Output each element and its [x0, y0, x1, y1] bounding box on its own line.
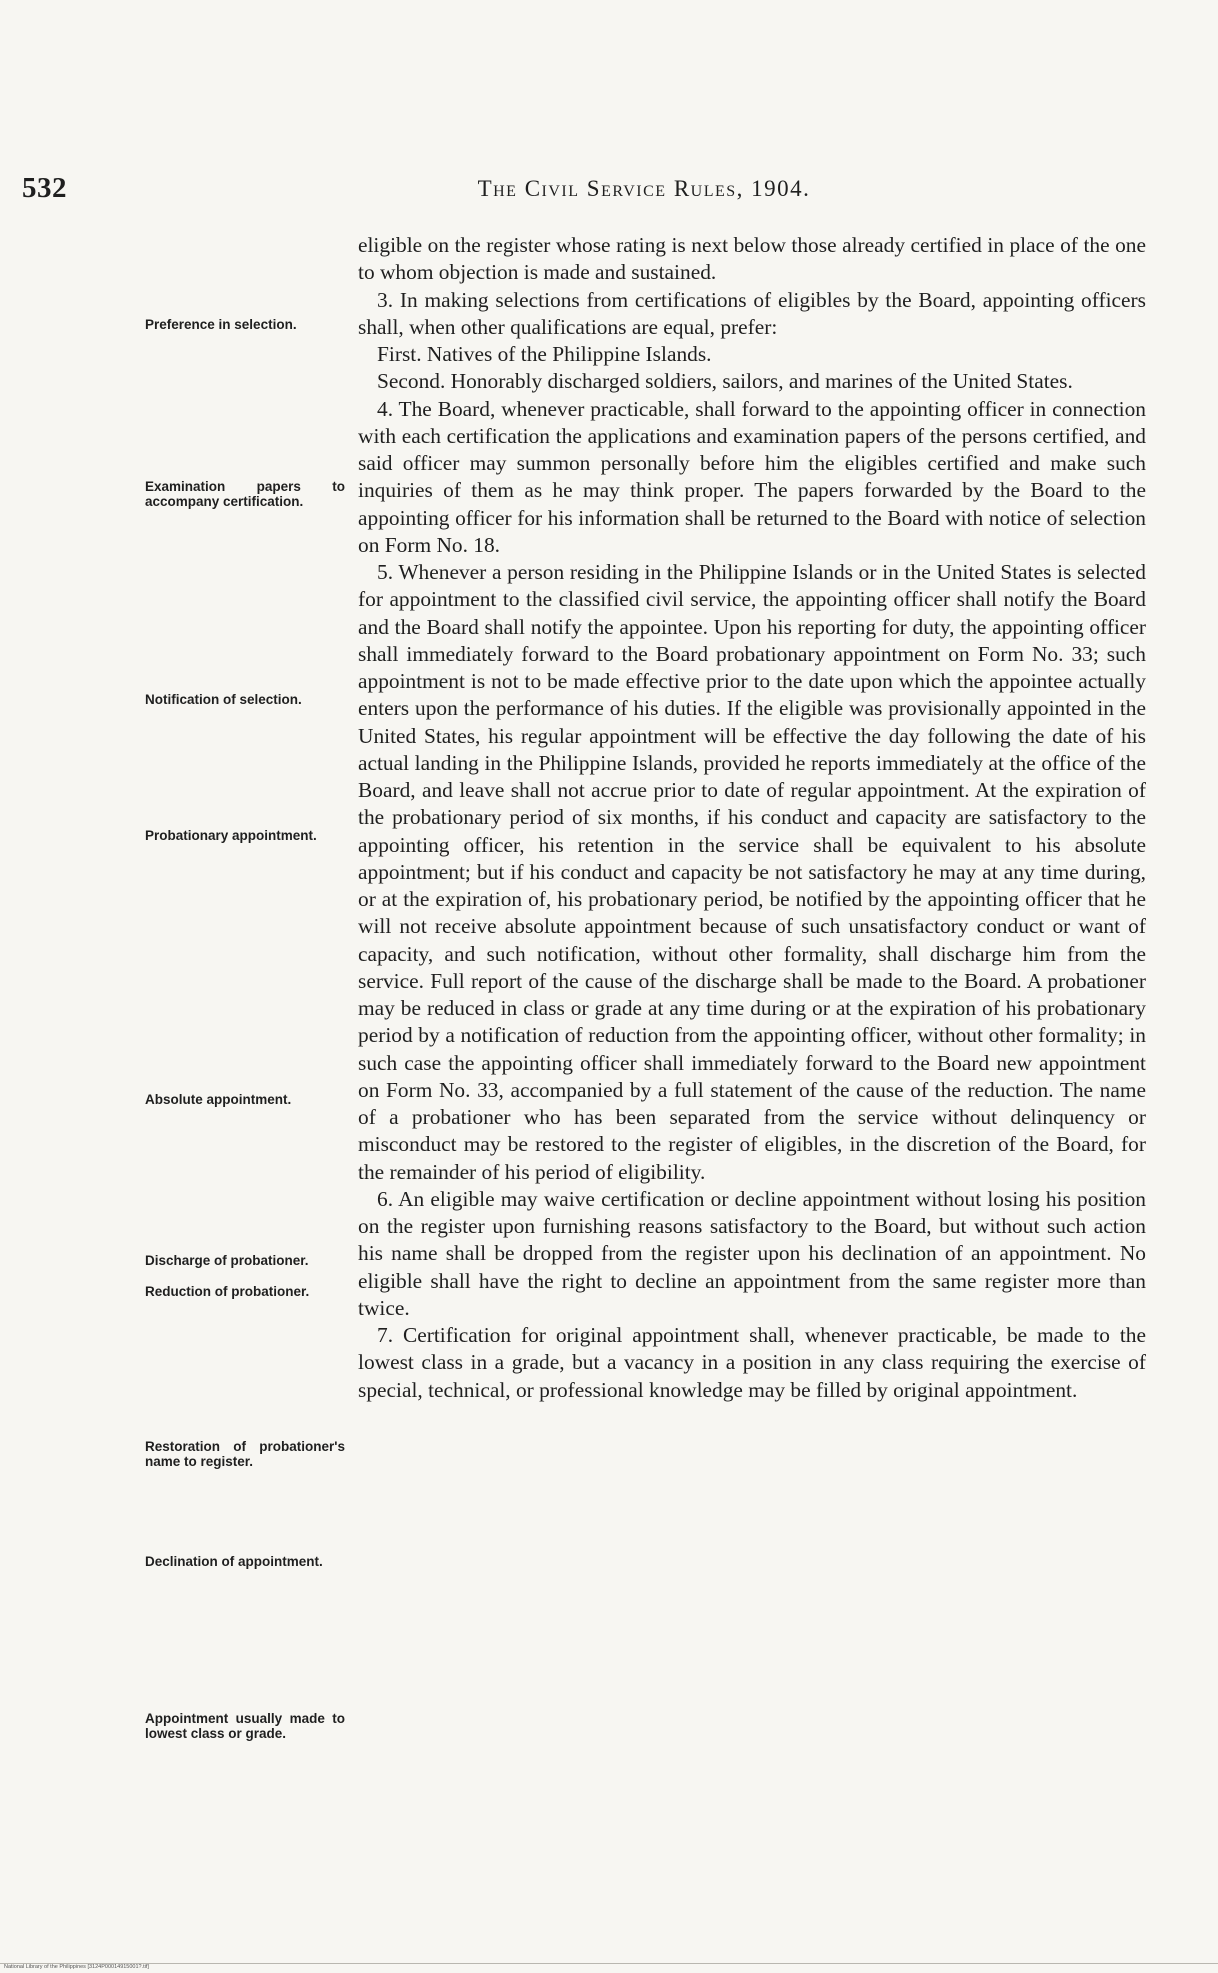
- page-number: 532: [22, 172, 67, 204]
- margin-note-lowest-class: Appointment usually made to lowest class or grade.: [145, 1711, 345, 1741]
- paragraph-rule-3: 3. In making selections from certifications of eligibles by the Board, appointing officers shall, when other qualifications are equal, prefer:: [358, 287, 1146, 339]
- margin-note-absolute: Absolute appointment.: [145, 1092, 292, 1107]
- paragraph-rule-7: 7. Certification for original appointment shall, whenever practicable, be made to the lowest class in a grade, but a vacancy in a position in any class requiring the exercise of special, technical, or professional knowledge may be filled by original appointment.: [358, 1323, 1146, 1402]
- paragraph-continuation: eligible on the register whose rating is next below those already certified in place of the one to whom objection is made and sustained.: [358, 233, 1146, 285]
- running-title-text: The Civil Service Rules, 1904.: [477, 176, 811, 201]
- paragraph-rule-5: 5. Whenever a person residing in the Philippine Islands or in the United States is selected for appointment to the classified civil service, the appointing officer shall notify the Board and the Board shall notify the appointee. Upon his reporting for duty, the appointing officer shall immediately forward to the Board probationary appointment on Form No. 33; such appointment is not to be made effective prior to the date upon which the appointee actually enters upon the performance of his duties. If the eligible was provisionally appointed in the United States, his regular appointment will be effective the day following the date of his actual landing in the Philippine Islands, provided he reports immediately at the office of the Board, and leave shall not accrue prior to date of regular appointment. At the expiration of the probationary period of six months, if his conduct and capacity are satisfactory to the appointing officer, his retention in the service shall be equivalent to his absolute appointment; but if his conduct and capacity be not satisfactory he may at any time during, or at the expiration of, his probationary period, be notified by the appointing officer that he will not receive absolute appointment because of such unsatisfactory conduct or want of capacity, and such notification, without other formality, shall discharge him from the service. Full report of the cause of the discharge shall be made to the Board. A probationer may be reduced in class or grade at any time during or at the expiration of his probationary period by a notification of reduction from the appointing officer, without other formality; in such case the appointing officer shall immediately forward to the Board new appointment on Form No. 33, accompanied by a full statement of the cause of the reduction. The name of a probationer who has been separated from the service without delinquency or misconduct may be restored to the register of eligibles, in the discretion of the Board, for the remainder of his period of eligibility.: [358, 560, 1146, 1184]
- paragraph-second-preference: Second. Honorably discharged soldiers, sailors, and marines of the United States.: [377, 369, 1073, 394]
- margin-note-restoration: Restoration of probationer's name to register.: [145, 1439, 345, 1469]
- body-text: [358, 232, 1146, 1404]
- margin-note-probationary: Probationary appointment.: [145, 828, 317, 843]
- margin-note-preference: Preference in selection.: [145, 317, 297, 332]
- margin-note-notification: Notification of selection.: [145, 692, 302, 707]
- margin-note-examination-papers: Examination papers to accompany certification.: [145, 479, 345, 509]
- margin-note-discharge: Discharge of probationer.: [145, 1253, 309, 1268]
- footer-scan-credit: National Library of the Philippines [3124P00014915001?.tif]: [4, 1964, 149, 1970]
- margin-note-declination: Declination of appointment.: [145, 1554, 323, 1569]
- paragraph-rule-6: 6. An eligible may waive certification or decline appointment without losing his position on the register upon furnishing reasons satisfactory to the Board, but without such action his name shall be dropped from the register upon his declination of an appointment. No eligible shall have the right to decline an appointment from the same register more than twice.: [358, 1186, 1146, 1320]
- footer-divider: [0, 1963, 1218, 1964]
- running-title: [0, 176, 1218, 202]
- margin-note-reduction: Reduction of probationer.: [145, 1284, 310, 1299]
- paragraph-first-preference: First. Natives of the Philippine Islands.: [377, 342, 712, 366]
- paragraph-rule-4: 4. The Board, whenever practicable, shall forward to the appointing officer in connection with each certification the applications and examination papers of the persons certified, and said officer may summon personally before him the eligibles certified and make such inquiries of them as he may think proper. The papers forwarded by the Board to the appointing officer for his information shall be returned to the Board with notice of selection on Form No. 18.: [358, 396, 1146, 557]
